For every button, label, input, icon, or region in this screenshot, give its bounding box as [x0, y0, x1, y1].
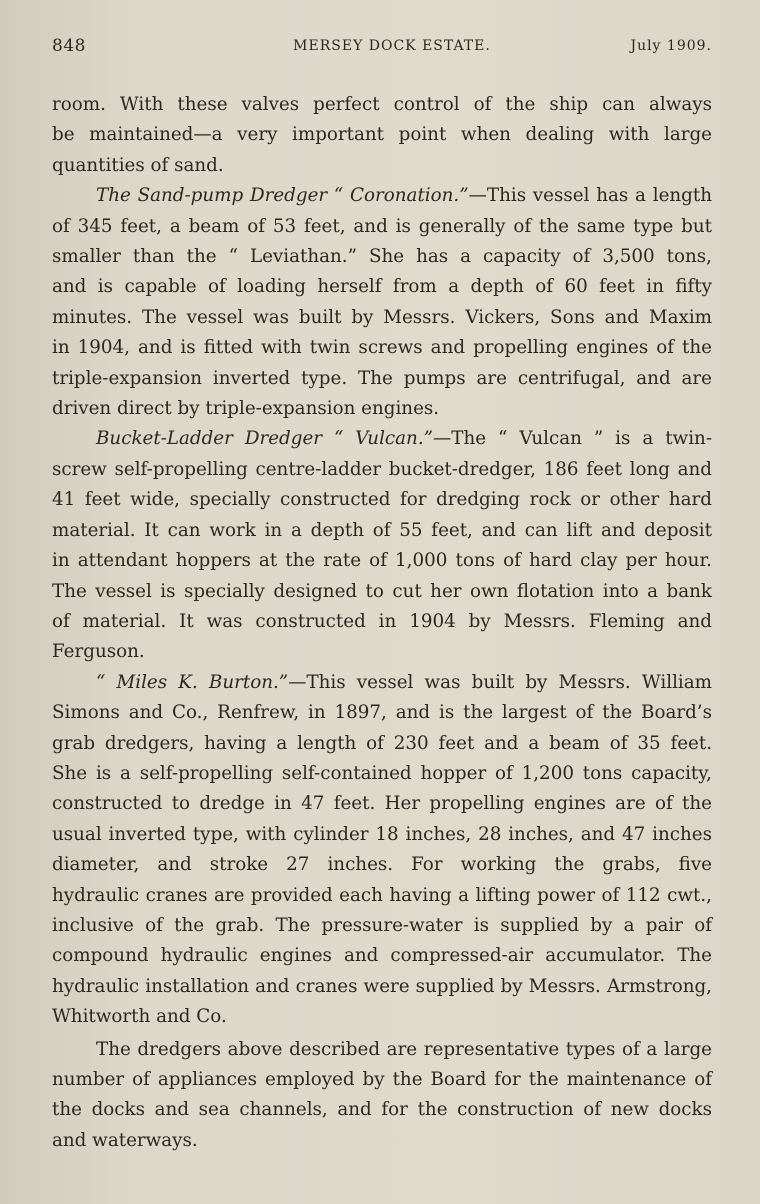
- page-number: 848: [52, 36, 86, 56]
- running-title: MERSEY DOCK ESTATE.: [293, 38, 491, 54]
- text-line: number of appliances employed by the Board for the maintenance of: [52, 1069, 712, 1090]
- header-date: July 1909.: [630, 38, 712, 54]
- running-header: [52, 36, 712, 64]
- text-line: hydraulic cranes are provided each having a lifting power of 112 cwt.,: [52, 884, 712, 906]
- text-line: She is a self-propelling self-contained hopper of 1,200 tons capacity,: [52, 762, 712, 784]
- paragraph-vulcan: [52, 424, 712, 667]
- paragraph-heading: “ Miles K. Burton.”: [96, 671, 289, 693]
- paragraph-heading: The Sand-pump Dredger “ Coronation.”: [96, 185, 469, 207]
- text-line: be maintained—a very important point when dealing with large: [52, 124, 712, 146]
- text-line: [52, 1035, 712, 1065]
- text-line: Ferguson.: [52, 641, 145, 663]
- paragraph-coronation: [52, 181, 712, 424]
- text-line: [52, 181, 712, 211]
- text-line: minutes. The vessel was built by Messrs. Vickers, Sons and Maxim: [52, 306, 712, 328]
- text-line: The vessel is specially designed to cut her own flotation into a bank: [52, 580, 712, 602]
- text-line: constructed to dredge in 47 feet. Her propelling engines are of the: [52, 793, 712, 815]
- text-line: and is capable of loading herself from a depth of 60 feet in fifty: [52, 276, 712, 298]
- text-line: of 345 feet, a beam of 53 feet, and is generally of the same type but: [52, 215, 712, 237]
- text-line: triple-expansion inverted type. The pumps are centrifugal, and are: [52, 367, 712, 389]
- text-line: Simons and Co., Renfrew, in 1897, and is the largest of the Board’s: [52, 702, 712, 724]
- text-line: inclusive of the grab. The pressure-water is supplied by a pair of: [52, 914, 712, 936]
- text-fragment: —This vessel has a length: [468, 185, 713, 207]
- text-line: in 1904, and is fitted with twin screws and propelling engines of the: [52, 337, 712, 359]
- text-line: usual inverted type, with cylinder 18 inches, 28 inches, and 47 inches: [52, 823, 712, 845]
- text-line: screw self-propelling centre-ladder bucket-dredger, 186 feet long and: [52, 458, 712, 480]
- text-line: quantities of sand.: [52, 154, 224, 176]
- text-fragment: The dredgers above described are representative types of a large: [96, 1038, 712, 1060]
- text-line: [52, 668, 712, 698]
- text-line: the docks and sea channels, and for the construction of new docks: [52, 1099, 712, 1121]
- paragraph-miles-k-burton: [52, 668, 712, 1033]
- text-line: diameter, and stroke 27 inches. For working the grabs, five: [52, 854, 712, 876]
- text-fragment: —This vessel was built by Messrs. William: [288, 671, 712, 693]
- text-line: [52, 424, 712, 454]
- text-line: Whitworth and Co.: [52, 1006, 227, 1028]
- text-line: grab dredgers, having a length of 230 feet and a beam of 35 feet.: [52, 732, 712, 754]
- text-line: smaller than the “ Leviathan.” She has a capacity of 3,500 tons,: [52, 246, 712, 268]
- text-line: driven direct by triple-expansion engines.: [52, 398, 440, 420]
- text-fragment: —The “ Vulcan ” is a twin-: [433, 428, 712, 450]
- paragraph-summary: [52, 1035, 712, 1157]
- text-line: 41 feet wide, specially constructed for dredging rock or other hard: [52, 489, 712, 511]
- text-line: material. It can work in a depth of 55 feet, and can lift and deposit: [52, 519, 712, 541]
- text-line: of material. It was constructed in 1904 by Messrs. Fleming and: [52, 610, 712, 632]
- text-line: compound hydraulic engines and compressed-air accumulator. The: [52, 945, 712, 967]
- paragraph-continuation: [52, 90, 712, 181]
- text-line: hydraulic installation and cranes were supplied by Messrs. Armstrong,: [52, 975, 712, 997]
- text-line: room. With these valves perfect control of the ship can always: [52, 94, 712, 115]
- paragraph-heading: Bucket-Ladder Dredger “ Vulcan.”: [96, 428, 433, 450]
- page-body: [52, 90, 712, 1156]
- text-line: and waterways.: [52, 1129, 198, 1151]
- text-line: in attendant hoppers at the rate of 1,000 tons of hard clay per hour.: [52, 550, 712, 572]
